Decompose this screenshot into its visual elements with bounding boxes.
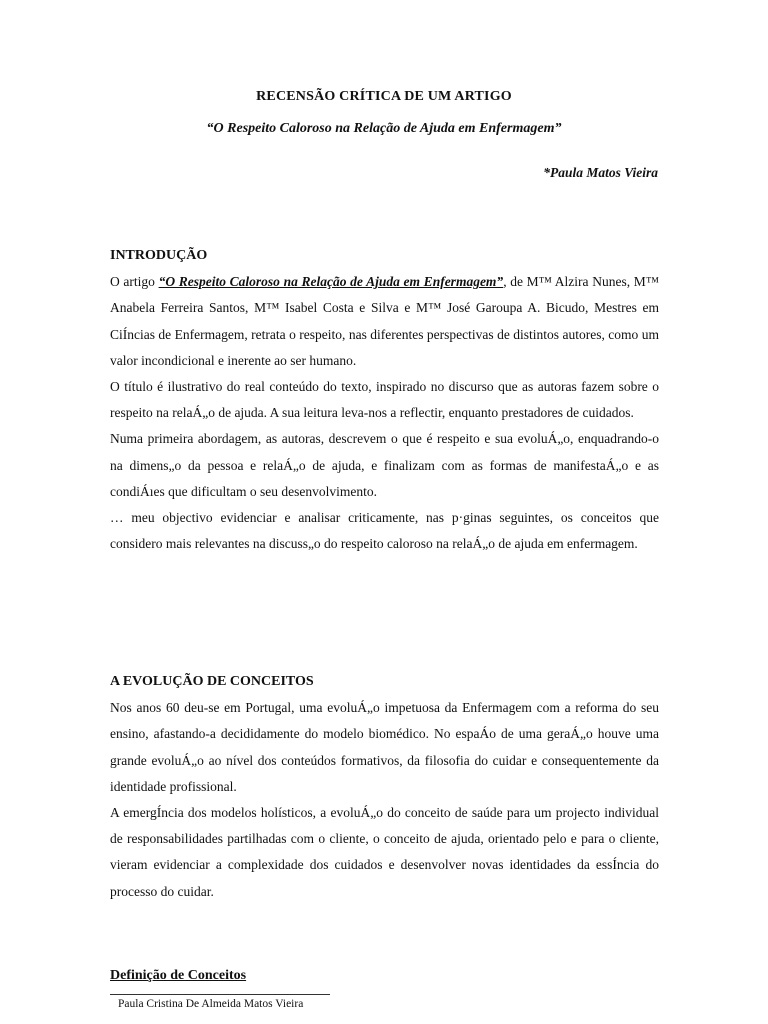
intro-p1-prefix: O artigo — [110, 274, 159, 290]
evolucao-section — [110, 669, 659, 905]
section-heading-introducao: INTRODUÇÃO — [110, 248, 208, 263]
definicao-section — [110, 963, 659, 989]
intro-paragraph-1 — [110, 269, 659, 374]
evolucao-paragraph-1: Nos anos 60 deu-se em Portugal, uma evoluÁ„o impetuosa da Enfermagem com a reforma do seu ensino, afastando-a decididamente do modelo biomédico. No espaÁo de uma geraÁ„o houve uma grande evoluÁ„o ao nível dos conteúdos formativos, da filosofia do cuidar e consequentemente da identidade profissional. — [110, 700, 659, 794]
footnote-divider — [110, 994, 330, 995]
section-heading-definicao: Definição de Conceitos — [110, 968, 247, 983]
intro-p1-rest: , de M™ Alzira Nunes, M™ Anabela Ferreira Santos, M™ Isabel Costa e Silva e M™ José Garoupa A. Bicudo, Mestres em CiÍncias de Enfermagem, retrata o respeito, nas diferentes perspectivas de distintos autores, como um valor incondicional e inerente ao ser humano. — [110, 274, 659, 368]
intro-paragraph-3: Numa primeira abordagem, as autoras, descrevem o que é respeito e sua evoluÁ„o, enquadrando-o na dimens„o da pessoa e relaÁ„o de ajuda, e finalizam com as formas de manifestaÁ„o e as condiÁıes que dificultam o seu desenvolvimento. — [110, 431, 659, 499]
document-title: RECENSÃO CRÍTICA DE UM ARTIGO — [256, 89, 512, 104]
intro-paragraph-4: … meu objectivo evidenciar e analisar criticamente, nas p·ginas seguintes, os conceitos que considero mais relevantes na discuss„o do respeito caloroso na relaÁ„o de ajuda em enfermagem. — [110, 510, 659, 552]
intro-paragraph-2: O título é ilustrativo do real conteúdo do texto, inspirado no discurso que as autoras fazem sobre o respeito na relaÁ„o de ajuda. A sua leitura leva-nos a reflectir, enquanto prestadores de cuidados. — [110, 379, 659, 421]
article-subtitle: “O Respeito Caloroso na Relação de Ajuda em Enfermagem” — [206, 121, 562, 136]
introduction-section — [110, 243, 659, 557]
evolucao-paragraph-2: A emergÍncia dos modelos holísticos, a evoluÁ„o do conceito de saúde para um projecto individual de responsabilidades partilhadas com o cliente, o conceito de ajuda, orientado pelo e para o cliente, vieram evidenciar a complexidade dos cuidados e desenvolver novas identidades da essÍncia do processo do cuidar. — [110, 805, 659, 899]
footnote-text: Paula Cristina De Almeida Matos Vieira — [118, 998, 304, 1010]
article-title-reference: “O Respeito Caloroso na Relação de Ajuda em Enfermagem” — [158, 274, 504, 290]
section-heading-evolucao: A EVOLUÇÃO DE CONCEITOS — [110, 674, 314, 689]
author-name: *Paula Matos Vieira — [543, 165, 658, 180]
